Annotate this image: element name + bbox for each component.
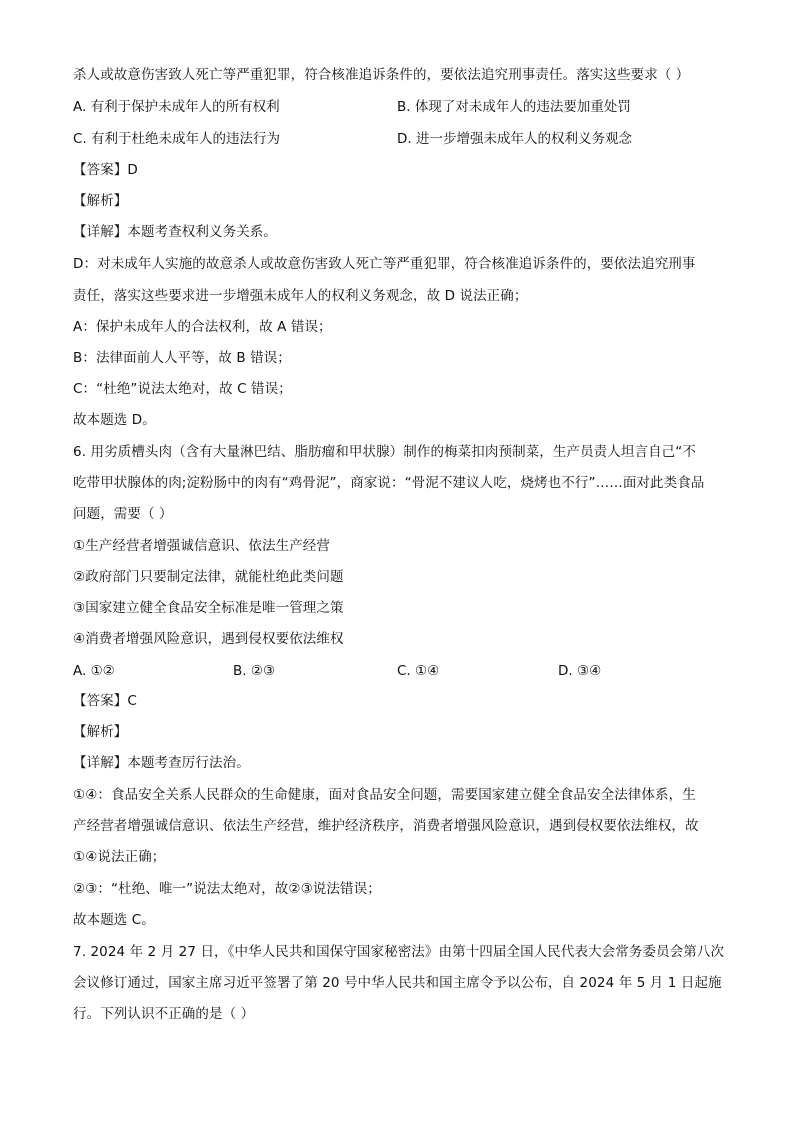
q5-conclusion: 故本题选 D。	[73, 412, 156, 428]
q6-stem-line: 6. 用劣质槽头肉（含有大量淋巴结、脂肪瘤和甲状腺）制作的梅菜扣肉预制菜，生产员责人坦言自己“不	[73, 444, 696, 460]
q7-stem-line: 会议修订通过，国家主席习近平签署了第 20 号中华人民共和国主席令予以公布，自 2024 年 5 月 1 日起施	[73, 975, 722, 991]
q6-stem-line: 问题，需要（ ）	[73, 506, 173, 522]
q6-option-b: B. ②③	[233, 663, 276, 679]
q5-detail-line: D：对未成年人实施的故意杀人或故意伤害致人死亡等严重犯罪，符合核准追诉条件的，要依法追究刑事	[73, 256, 696, 272]
q5-option-a: A. 有利于保护未成年人的所有权利	[73, 99, 280, 115]
q5-detail-line: B：法律面前人人平等，故 B 错误；	[73, 350, 291, 366]
q6-conclusion: 故本题选 C。	[73, 912, 155, 928]
q6-detail-line: 产经营者增强诚信意识、依法生产经营，维护经济秩序，消费者增强风险意识，遇到侵权要依法维权，故	[73, 818, 699, 834]
q6-detail-line: ①④：食品安全关系人民群众的生命健康，面对食品安全问题，需要国家建立健全食品安全法律体系，生	[73, 787, 696, 803]
q5-analysis-label: 【解析】	[73, 193, 128, 209]
q5-option-b: B. 体现了对未成年人的违法要加重处罚	[397, 99, 631, 115]
q5-detail-line: 【详解】本题考查权利义务关系。	[73, 224, 277, 240]
q7-stem-line: 行。下列认识不正确的是（ ）	[73, 1006, 255, 1022]
q5-detail-line: A：保护未成年人的合法权利，故 A 错误；	[73, 319, 332, 335]
q5-option-d: D. 进一步增强未成年人的权利义务观念	[397, 131, 632, 147]
q7-stem-line: 7. 2024 年 2 月 27 日，《中华人民共和国保守国家秘密法》由第十四届全国人民代表大会常务委员会第八次	[73, 944, 725, 960]
q6-statement-2: ②政府部门只要制定法律，就能杜绝此类问题	[73, 569, 344, 585]
q6-stem-line: 吃带甲状腺体的肉;淀粉肠中的肉有“鸡骨泥”，商家说：“骨泥不建议人吃，烧烤也不行”……面对此类食品	[73, 475, 705, 491]
q5-detail-line: C：“杜绝”说法太绝对，故 C 错误；	[73, 381, 292, 397]
q6-statement-3: ③国家建立健全食品安全标准是唯一管理之策	[73, 600, 344, 616]
q6-detail-line: ②③：“杜绝、唯一”说法太绝对，故②③说法错误；	[73, 881, 381, 897]
q6-detail-line: 【详解】本题考查厉行法治。	[73, 755, 250, 771]
q5-detail-line: 责任，落实这些要求进一步增强未成年人的权利义务观念，故 D 说法正确；	[73, 288, 528, 304]
q6-statement-4: ④消费者增强风险意识，遇到侵权要依法维权	[73, 631, 344, 647]
q6-answer: 【答案】C	[73, 693, 137, 709]
q6-statement-1: ①生产经营者增强诚信意识、依法生产经营	[73, 538, 331, 554]
q6-option-a: A. ①②	[73, 663, 115, 679]
q5-answer: 【答案】D	[73, 162, 138, 178]
q5-option-c: C. 有利于杜绝未成年人的违法行为	[73, 131, 281, 147]
q6-analysis-label: 【解析】	[73, 724, 128, 740]
q6-detail-line: ①④说法正确；	[73, 849, 166, 865]
q5-stem-tail: 杀人或故意伤害致人死亡等严重犯罪，符合核准追诉条件的，要依法追究刑事责任。落实这些要求（ ）	[73, 67, 690, 83]
q6-option-c: C. ①④	[397, 663, 440, 679]
q6-option-d: D. ③④	[558, 663, 602, 679]
